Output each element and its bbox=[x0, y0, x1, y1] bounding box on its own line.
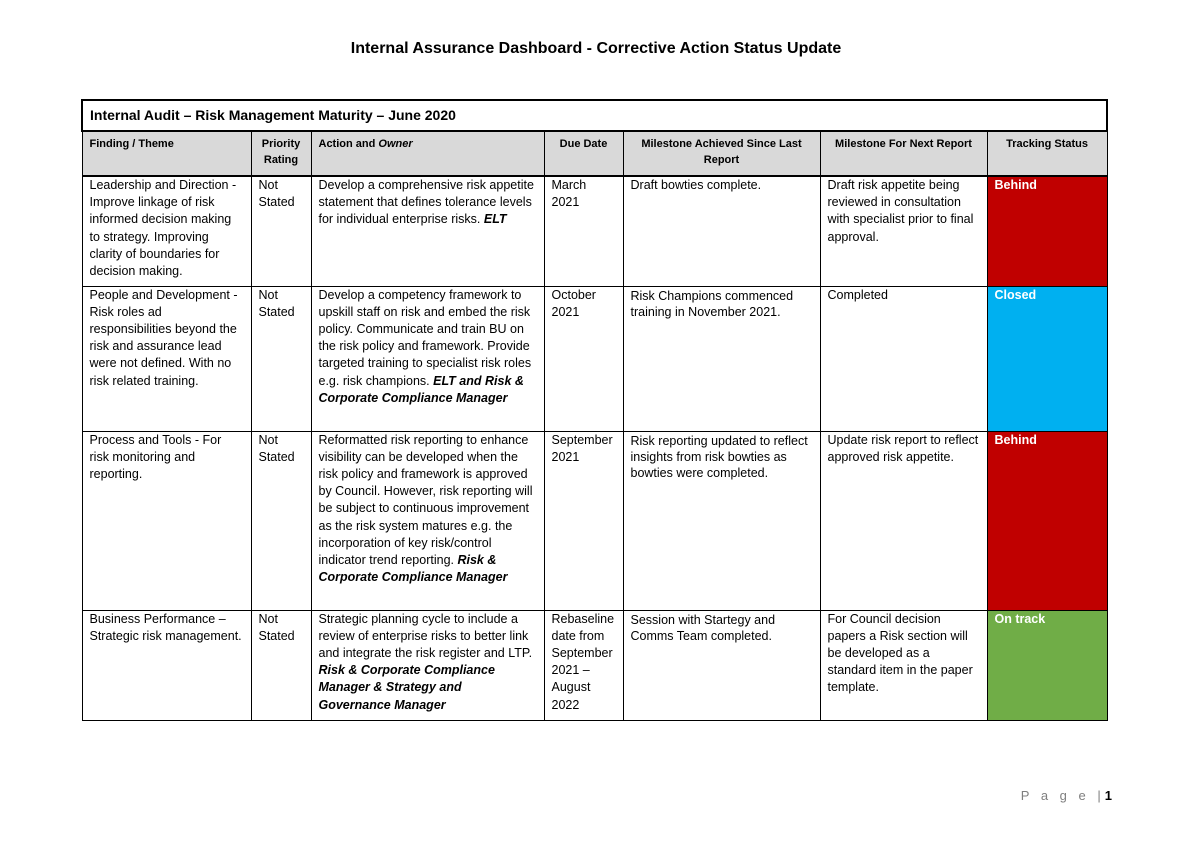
due-date-cell: March 2021 bbox=[544, 176, 623, 286]
corrective-action-table bbox=[81, 99, 1108, 721]
action-text: Develop a comprehensive risk appetite statement that defines tolerance levels for individual enterprise risks. bbox=[318, 178, 534, 227]
priority-cell: Not Stated bbox=[251, 176, 311, 286]
priority-cell: Not Stated bbox=[251, 610, 311, 720]
table-row bbox=[82, 286, 1107, 431]
table-row bbox=[82, 176, 1107, 286]
header-milestone-next: Milestone For Next Report bbox=[820, 131, 987, 176]
page-number-value: 1 bbox=[1104, 788, 1112, 803]
finding-cell: Business Performance – Strategic risk management. bbox=[82, 610, 251, 720]
finding-cell: Process and Tools - For risk monitoring and reporting. bbox=[82, 431, 251, 610]
status-badge: Behind bbox=[987, 431, 1107, 610]
action-text: Develop a competency framework to upskill staff on risk and embed the risk policy. Communicate and train BU on the risk policy and framework. Provide targeted training to specialist risk roles e.g. risk champions. bbox=[318, 287, 532, 388]
table-caption: Internal Audit – Risk Management Maturity – June 2020 bbox=[82, 100, 1107, 131]
table-row bbox=[82, 431, 1107, 610]
status-badge: On track bbox=[987, 610, 1107, 720]
milestone-achieved-cell: Risk Champions commenced training in November 2021. bbox=[623, 286, 820, 431]
action-cell bbox=[311, 610, 544, 720]
action-text: Strategic planning cycle to include a review of enterprise risks to better link and integrate the risk register and LTP. bbox=[318, 611, 533, 660]
finding-cell: Leadership and Direction - Improve linkage of risk informed decision making to strategy. Improving clarity of boundaries for decision making. bbox=[82, 176, 251, 286]
header-priority: Priority Rating bbox=[251, 131, 311, 176]
header-milestone-achieved: Milestone Achieved Since Last Report bbox=[623, 131, 820, 176]
action-text: Reformatted risk reporting to enhance visibility can be developed when the risk policy and framework is approved by Council. However, risk reporting will be subject to continuous improvement as the risk system matures e.g. the incorporation of key risk/control indicator trend reporting. bbox=[318, 432, 533, 567]
priority-cell: Not Stated bbox=[251, 431, 311, 610]
header-action-owner: Owner bbox=[378, 138, 413, 150]
action-owner: Risk & Corporate Compliance Manager bbox=[318, 552, 508, 585]
milestone-next-cell: Draft risk appetite being reviewed in consultation with specialist prior to final approval. bbox=[820, 176, 987, 286]
table-row bbox=[82, 610, 1107, 720]
status-badge: Closed bbox=[987, 286, 1107, 431]
priority-cell: Not Stated bbox=[251, 286, 311, 431]
milestone-achieved-cell: Risk reporting updated to reflect insights from risk bowties as bowties were completed. bbox=[623, 431, 820, 610]
action-owner: ELT and Risk & Corporate Compliance Manager bbox=[318, 373, 524, 405]
milestone-next-cell: Update risk report to reflect approved risk appetite. bbox=[820, 431, 987, 610]
action-cell bbox=[311, 431, 544, 610]
page-number: P a g e |1 bbox=[1020, 788, 1112, 803]
page-label: P a g e bbox=[1020, 788, 1090, 803]
header-due-date: Due Date bbox=[544, 131, 623, 176]
header-finding: Finding / Theme bbox=[82, 131, 251, 176]
due-date-cell: Rebaseline date from September 2021 – August 2022 bbox=[544, 610, 623, 720]
due-date-cell: September 2021 bbox=[544, 431, 623, 610]
header-tracking-status: Tracking Status bbox=[987, 131, 1107, 176]
action-owner: Risk & Corporate Compliance Manager & Strategy and Governance Manager bbox=[318, 663, 495, 712]
milestone-next-cell: Completed bbox=[820, 286, 987, 431]
action-cell bbox=[311, 176, 544, 286]
action-owner: ELT bbox=[483, 212, 507, 227]
milestone-achieved-cell: Draft bowties complete. bbox=[623, 176, 820, 286]
table-header-row bbox=[82, 131, 1107, 176]
milestone-achieved-cell: Session with Startegy and Comms Team completed. bbox=[623, 610, 820, 720]
due-date-cell: October 2021 bbox=[544, 286, 623, 431]
milestone-next-cell: For Council decision papers a Risk section will be developed as a standard item in the paper template. bbox=[820, 610, 987, 720]
finding-cell: People and Development - Risk roles ad responsibilities beyond the risk and assurance lead were not defined. With no risk related training. bbox=[82, 286, 251, 431]
status-badge: Behind bbox=[987, 176, 1107, 286]
page-title: Internal Assurance Dashboard - Corrective Action Status Update bbox=[350, 40, 842, 57]
action-cell bbox=[311, 286, 544, 431]
header-action-label: Action and bbox=[318, 138, 379, 150]
header-action bbox=[311, 131, 544, 176]
